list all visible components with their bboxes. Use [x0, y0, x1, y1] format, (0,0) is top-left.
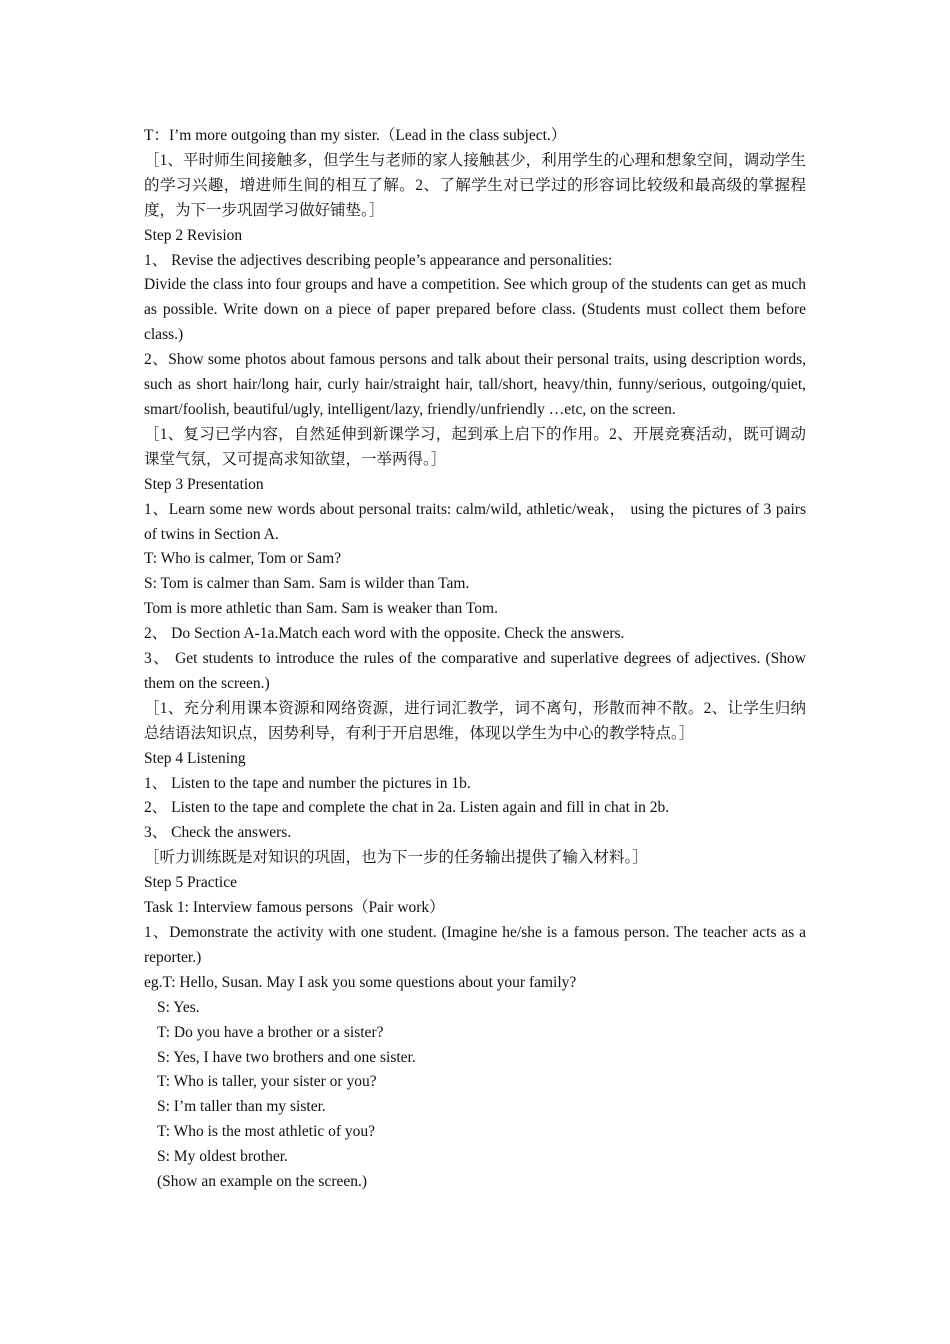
dialogue-line: Tom is more athletic than Sam. Sam is weaker than Tom.: [144, 600, 498, 618]
example-line: eg.T: Hello, Susan. May I ask you some questions about your family?: [144, 973, 577, 991]
document-body: [144, 124, 806, 1195]
dialogue-line: T: Who is the most athletic of you?: [157, 1123, 376, 1141]
note-paragraph: ［1、充分利用课本资源和网络资源，进行词汇教学，词不离句，形散而神不散。2、让学生归纳总结语法知识点，因势利导，有利于开启思维，体现以学生为中心的教学特点。］: [144, 699, 806, 742]
lead-in-line: T：I’m more outgoing than my sister.（Lead in the class subject.）: [144, 127, 567, 144]
task-heading: Task 1: Interview famous persons（Pair work）: [144, 899, 445, 917]
step-item: 2、 Listen to the tape and complete the chat in 2a. Listen again and fill in chat in 2b.: [144, 799, 670, 817]
dialogue-line: S: I’m taller than my sister.: [157, 1098, 326, 1116]
step-heading: Step 4 Listening: [144, 749, 246, 767]
dialogue-note: (Show an example on the screen.): [157, 1173, 368, 1191]
step-item: 2、 Do Section A-1a.Match each word with the opposite. Check the answers.: [144, 625, 625, 643]
step-item: 2、Show some photos about famous persons and talk about their personal traits, using description words, such as short hair/long hair, curly hair/straight hair, tall/short, heavy/thin, funny/serious, outgoing/quiet, smart/foolish, beautiful/ugly, intelligent/lazy, friendly/unfriendly …etc, on the screen.: [144, 351, 806, 418]
step-item: 1、Demonstrate the activity with one student. (Imagine he/she is a famous person. The teacher acts as a reporter.): [144, 924, 806, 966]
dialogue-line: S: My oldest brother.: [157, 1148, 288, 1166]
step-item: 3、 Check the answers.: [144, 824, 292, 842]
step-item: 1、 Revise the adjectives describing people’s appearance and personalities:: [144, 251, 613, 269]
dialogue-line: T: Who is calmer, Tom or Sam?: [144, 550, 342, 568]
note-paragraph: ［听力训练既是对知识的巩固，也为下一步的任务输出提供了输入材料。］: [144, 849, 648, 867]
note-paragraph: ［1、平时师生间接触多，但学生与老师的家人接触甚少，利用学生的心理和想象空间，调动学生的学习兴趣，增进师生间的相互了解。2、了解学生对已学过的形容词比较级和最高级的掌握程度，为下一步巩固学习做好铺垫。］: [144, 151, 806, 219]
dialogue-line: S: Yes.: [157, 998, 200, 1016]
dialogue-line: T: Do you have a brother or a sister?: [157, 1023, 384, 1041]
note-paragraph: ［1、复习已学内容，自然延伸到新课学习，起到承上启下的作用。2、开展竞赛活动，既可调动课堂气氛，又可提高求知欲望，一举两得。］: [144, 425, 806, 468]
step-heading: Step 3 Presentation: [144, 475, 264, 493]
dialogue-line: S: Tom is calmer than Sam. Sam is wilder than Tam.: [144, 575, 470, 593]
step-item: 3、 Get students to introduce the rules of the comparative and superlative degrees of adjectives. (Show them on the screen.): [144, 650, 806, 692]
dialogue-line: S: Yes, I have two brothers and one sister.: [157, 1048, 416, 1066]
step-heading: Step 5 Practice: [144, 874, 237, 892]
dialogue-line: T: Who is taller, your sister or you?: [157, 1073, 377, 1091]
step-heading: Step 2 Revision: [144, 226, 243, 244]
body-paragraph: Divide the class into four groups and have a competition. See which group of the students can get as much as possible. Write down on a piece of paper prepared before class. (Students must collect them before class.): [144, 276, 806, 344]
step-item: 1、Learn some new words about personal traits: calm/wild, athletic/weak， using the pictures of 3 pairs of twins in Section A.: [144, 500, 806, 543]
step-item: 1、 Listen to the tape and number the pictures in 1b.: [144, 774, 471, 792]
